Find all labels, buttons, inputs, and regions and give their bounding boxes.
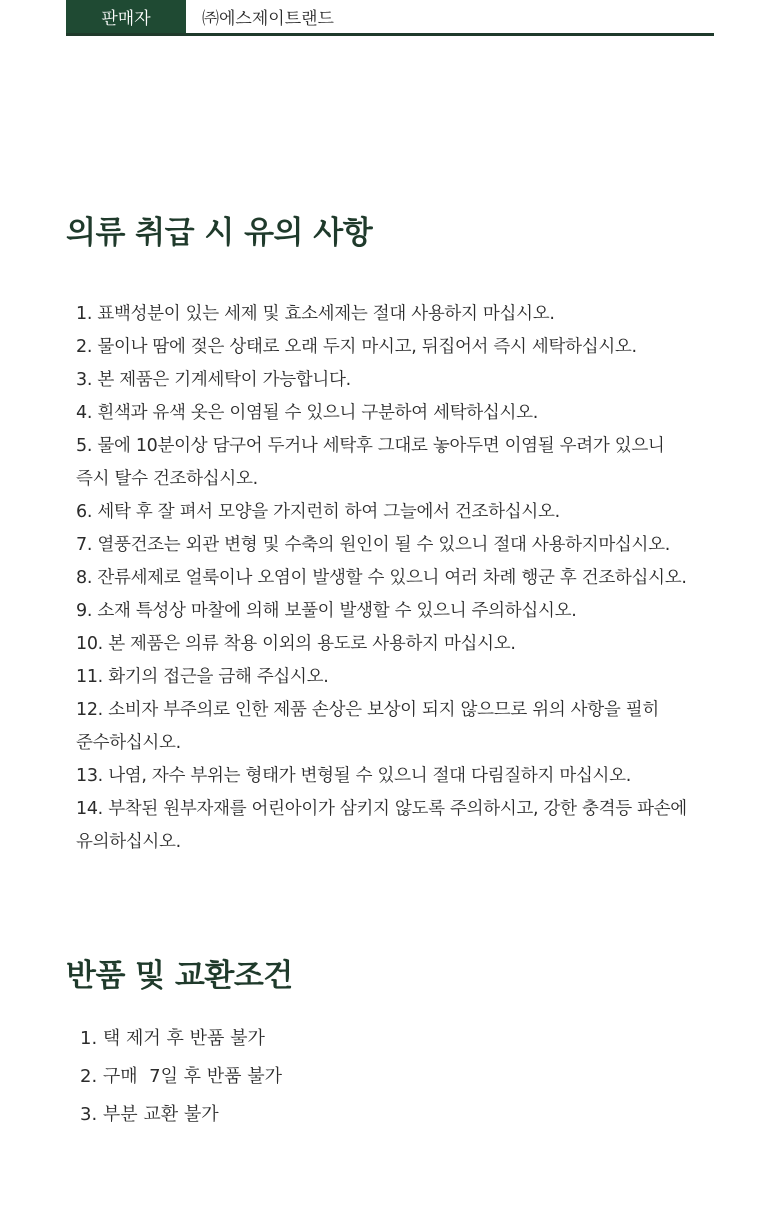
seller-label: 판매자: [66, 0, 186, 33]
care-section-title: 의류 취급 시 유의 사항: [66, 215, 373, 251]
list-item: 12. 소비자 부주의로 인한 제품 손상은 보상이 되지 않으므로 위의 사항을 필히: [76, 700, 659, 720]
list-item: 4. 흰색과 유색 옷은 이염될 수 있으니 구분하여 세탁하십시오.: [76, 403, 538, 423]
return-conditions-list: [80, 1020, 282, 1134]
list-item: 3. 본 제품은 기계세탁이 가능합니다.: [76, 370, 351, 390]
list-item: 7. 열풍건조는 외관 변형 및 수축의 원인이 될 수 있으니 절대 사용하지마십시오.: [76, 535, 671, 555]
list-item: 6. 세탁 후 잘 펴서 모양을 가지런히 하여 그늘에서 건조하십시오.: [76, 502, 560, 522]
list-item: 14. 부착된 원부자재를 어린아이가 삼키지 않도록 주의하시고, 강한 충격등 파손에: [76, 799, 687, 819]
list-item: 준수하십시오.: [76, 733, 181, 753]
list-item: 11. 화기의 접근을 금해 주십시오.: [76, 667, 329, 687]
list-item: 8. 잔류세제로 얼룩이나 오염이 발생할 수 있으니 여러 차례 행군 후 건조하십시오.: [76, 568, 687, 588]
list-item: 2. 구매 7일 후 반품 불가: [80, 1066, 283, 1087]
list-item: 10. 본 제품은 의류 착용 이외의 용도로 사용하지 마십시오.: [76, 634, 516, 654]
list-item: 즉시 탈수 건조하십시오.: [76, 469, 258, 489]
list-item: 13. 나염, 자수 부위는 형태가 변형될 수 있으니 절대 다림질하지 마십시오.: [76, 766, 632, 786]
seller-value: ㈜에스제이트랜드: [202, 9, 334, 29]
list-item: 1. 택 제거 후 반품 불가: [80, 1028, 265, 1049]
seller-row: [66, 0, 714, 36]
care-instructions-list: [76, 298, 726, 859]
list-item: 9. 소재 특성상 마찰에 의해 보풀이 발생할 수 있으니 주의하십시오.: [76, 601, 577, 621]
returns-section-title: 반품 및 교환조건: [66, 958, 293, 994]
list-item: 유의하십시오.: [76, 832, 181, 852]
list-item: 1. 표백성분이 있는 세제 및 효소세제는 절대 사용하지 마십시오.: [76, 304, 555, 324]
list-item: 2. 물이나 땀에 젖은 상태로 오래 두지 마시고, 뒤집어서 즉시 세탁하십시오.: [76, 337, 637, 357]
list-item: 5. 물에 10분이상 담구어 두거나 세탁후 그대로 놓아두면 이염될 우려가 있으니: [76, 436, 665, 456]
list-item: 3. 부분 교환 불가: [80, 1104, 219, 1125]
